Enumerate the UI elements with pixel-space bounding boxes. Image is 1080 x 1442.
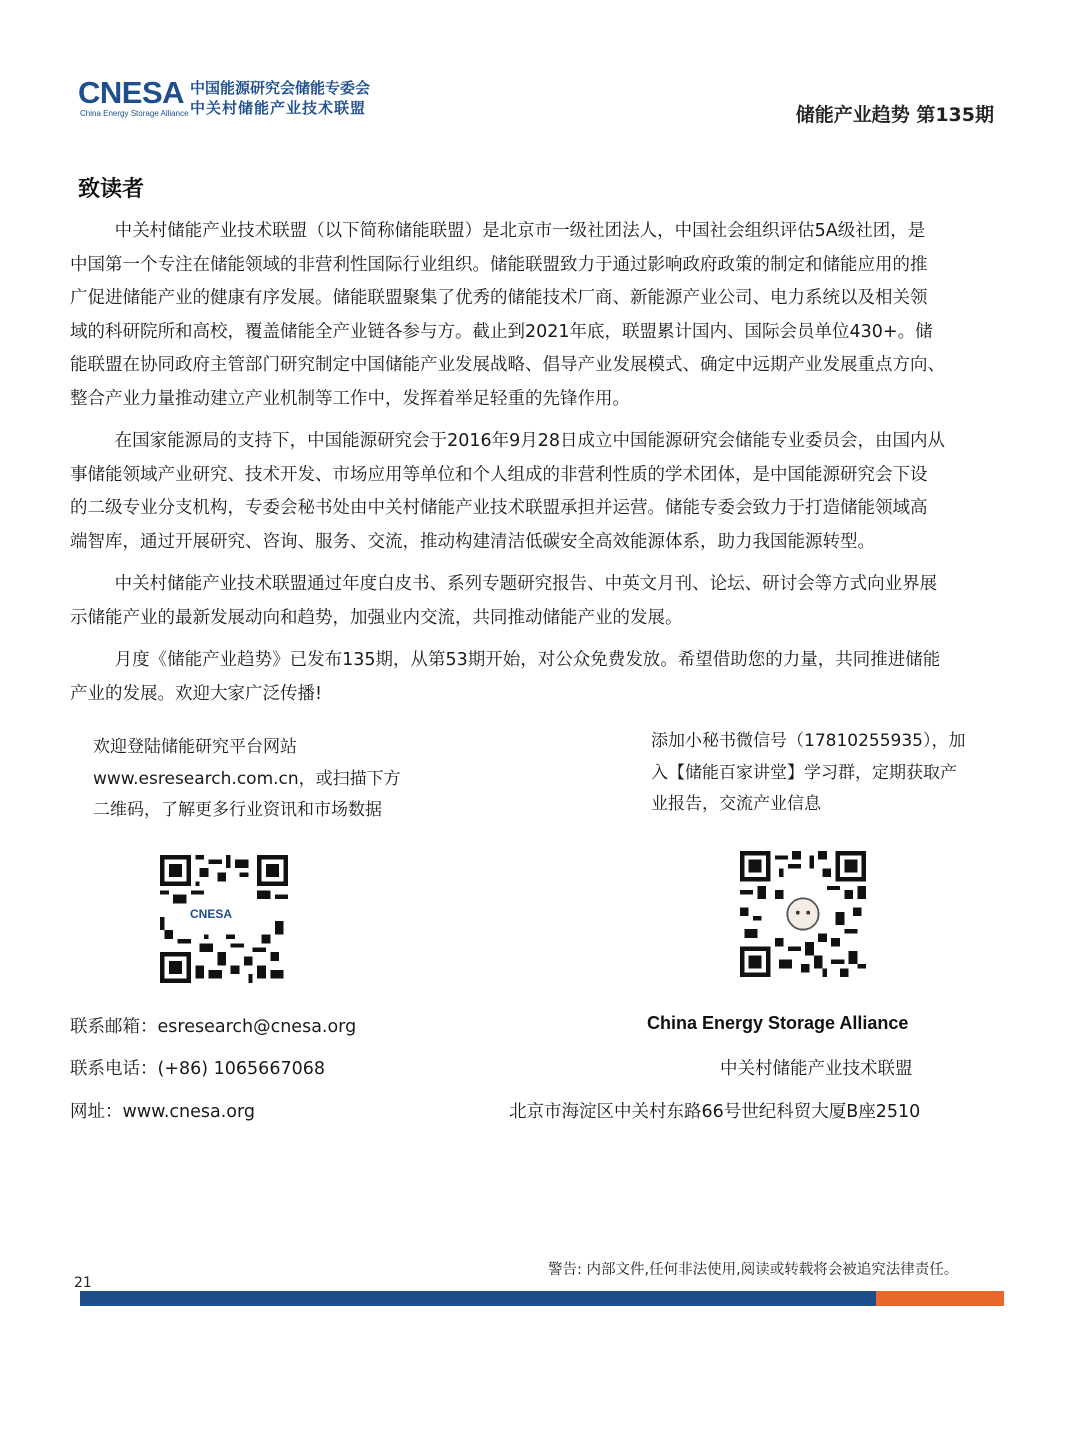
paragraph-line: 示储能产业的最新发展动向和趋势，加强业内交流，共同推动储能产业的发展。 — [70, 607, 683, 628]
paragraph-line: 的二级专业分支机构，专委会秘书处由中关村储能产业技术联盟承担并运营。储能专委会致力于打造储能领域高 — [70, 498, 928, 518]
contact-email[interactable]: 联系邮箱：esresearch@cnesa.org — [70, 1017, 357, 1037]
qr-logo-label: CNESA — [190, 907, 233, 921]
paragraph-line: 中国第一个专注在储能领域的非营利性国际行业组织。储能联盟致力于通过影响政府政策的制定和储能应用的推 — [70, 254, 928, 275]
paragraph-monthly — [70, 644, 1032, 711]
promo-line: 添加小秘书微信号（17810255935），加 — [651, 731, 966, 751]
paragraph-line: 在国家能源局的支持下，中国能源研究会于2016年9月28日成立中国能源研究会储能专业委员会，由国内从 — [114, 431, 946, 451]
brand-logo — [78, 76, 398, 120]
issue-title: 储能产业趋势 第135期 — [795, 104, 994, 126]
promo-line: 欢迎登陆储能研究平台网站 — [93, 737, 297, 757]
research-platform-promo — [93, 732, 453, 827]
wechat-promo — [651, 726, 1021, 821]
research-platform-qr-code[interactable] — [160, 855, 288, 983]
body-text — [70, 215, 1032, 720]
promo-line: 二维码，了解更多行业资讯和市场数据 — [93, 800, 382, 820]
paragraph-line: 事储能领域产业研究、技术开发、市场应用等单位和个人组成的非营利性质的学术团体，是中国能源研究会下设 — [70, 464, 928, 485]
footer-bar-primary — [80, 1291, 876, 1306]
promo-line: 入【储能百家讲堂】学习群，定期获取产 — [651, 762, 957, 783]
page-number: 21 — [74, 1275, 92, 1291]
paragraph-line: 整合产业力量推动建立产业机制等工作中，发挥着举足轻重的先锋作用。 — [70, 388, 630, 409]
paragraph-line: 能联盟在协同政府主管部门研究制定中国储能产业发展战略、倡导产业发展模式、确定中远期产业发展重点方向、 — [70, 355, 945, 375]
logo-chinese-line-2: 中关村储能产业技术联盟 — [190, 99, 367, 117]
promo-line[interactable]: www.esresearch.com.cn，或扫描下方 — [93, 768, 401, 789]
contact-website[interactable]: 网址：www.cnesa.org — [70, 1102, 255, 1122]
legal-warning: 警告: 内部文件,任何非法使用,阅读或转载将会被追究法律责任。 — [548, 1262, 959, 1278]
paragraph-line: 广促进储能产业的健康有序发展。储能联盟聚集了优秀的储能技术厂商、新能源产业公司、电力系统以及相关领 — [70, 288, 928, 308]
paragraph-publications — [70, 568, 1032, 635]
footer-bar-accent — [876, 1291, 1004, 1306]
paragraph-line: 端智库，通过开展研究、咨询、服务、交流，推动构建清洁低碳安全高效能源体系，助力我国能源转型。 — [70, 531, 875, 552]
contact-phone: 联系电话：(+86) 1065667068 — [70, 1059, 325, 1079]
alliance-name-chinese: 中关村储能产业技术联盟 — [720, 1059, 913, 1079]
logo-chinese-line-1: 中国能源研究会储能专委会 — [190, 79, 371, 97]
paragraph-line: 中关村储能产业技术联盟（以下简称储能联盟）是北京市一级社团法人，中国社会组织评估5A级社团，是 — [114, 221, 926, 241]
logo-english-name: China Energy Storage Alliance — [80, 109, 189, 118]
paragraph-line: 中关村储能产业技术联盟通过年度白皮书、系列专题研究报告、中英文月刊、论坛、研讨会等方式向业界展 — [114, 574, 938, 594]
wechat-qr-code[interactable] — [740, 851, 866, 977]
logo-wordmark: CNESA — [78, 75, 185, 110]
paragraph-line: 产业的发展。欢迎大家广泛传播! — [70, 683, 323, 704]
alliance-address: 北京市海淀区中关村东路66号世纪科贸大厦B座2510 — [509, 1102, 921, 1122]
paragraph-line: 月度《储能产业趋势》已发布135期，从第53期开始，对公众免费发放。希望借助您的力量，共同推进储能 — [114, 650, 941, 670]
section-heading: 致读者 — [78, 177, 145, 202]
paragraph-committee — [70, 425, 1032, 559]
paragraph-intro — [70, 215, 1032, 416]
paragraph-line: 域的科研院所和高校，覆盖储能全产业链各参与方。截止到2021年底，联盟累计国内、国际会员单位430+。储 — [70, 321, 933, 342]
alliance-name-english: China Energy Storage Alliance — [647, 1013, 909, 1033]
promo-line: 业报告，交流产业信息 — [651, 794, 821, 814]
